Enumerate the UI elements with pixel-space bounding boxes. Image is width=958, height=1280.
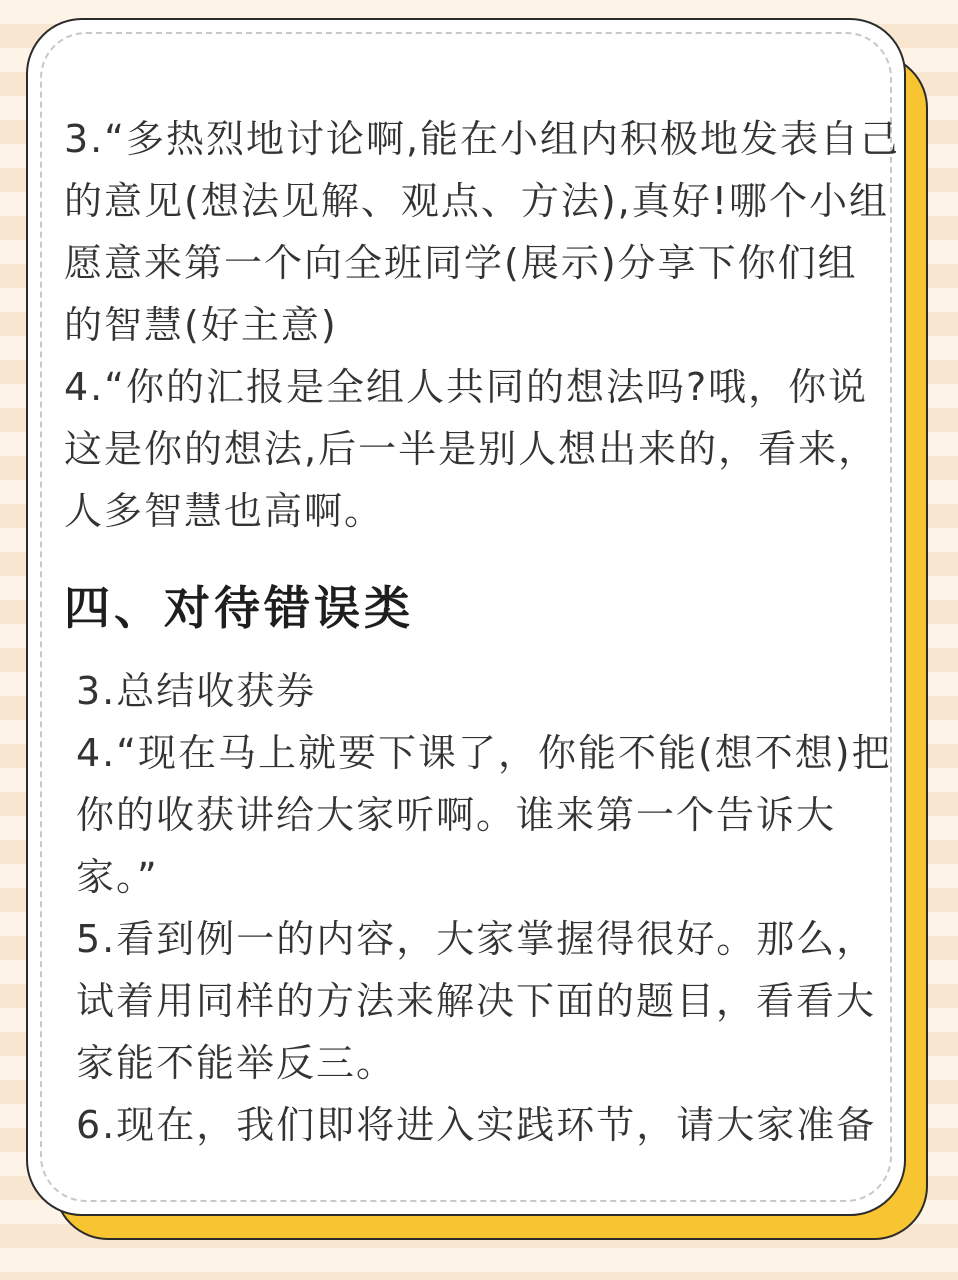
text-line: 人多智慧也高啊。: [64, 489, 385, 533]
section-heading: 四、对待错误类: [64, 581, 414, 635]
paragraph-item-3: [64, 108, 900, 356]
text-line: 3.“多热烈地讨论啊,能在小组内积极地发表自己: [64, 117, 901, 161]
text-line: 试着用同样的方法来解决下面的题目，看看大: [76, 979, 877, 1023]
paragraph-item-4: [64, 356, 878, 542]
card-content: [28, 20, 908, 1218]
text-line: 愿意来第一个向全班同学(展示)分享下你们组: [64, 241, 858, 285]
paragraph-summary-item-6: [76, 1094, 876, 1156]
text-line: 5.看到例一的内容，大家掌握得很好。那么，: [76, 917, 877, 961]
text-line: 这是你的想法,后一半是别人想出来的，看来，: [64, 427, 879, 471]
text-line: 4.“现在马上就要下课了，你能不能(想不想)把: [76, 731, 892, 775]
text-line: 的意见(想法见解、观点、方法),真好!哪个小组: [64, 179, 889, 223]
text-line: 家。”: [76, 855, 159, 899]
paragraph-summary-item-3: [76, 660, 316, 722]
paragraph-summary-item-4: [76, 722, 892, 908]
text-line: 的智慧(好主意): [64, 303, 338, 347]
text-line: 3.总结收获券: [76, 669, 317, 713]
paragraph-summary-item-5: [76, 908, 876, 1094]
text-line: 4.“你的汇报是全组人共同的想法吗?哦，你说: [64, 365, 869, 409]
text-line: 家能不能举反三。: [76, 1041, 397, 1085]
text-line: 6.现在，我们即将进入实践环节，请大家准备: [76, 1103, 877, 1147]
content-card: [26, 18, 906, 1216]
text-line: 你的收获讲给大家听啊。谁来第一个告诉大: [76, 793, 837, 837]
